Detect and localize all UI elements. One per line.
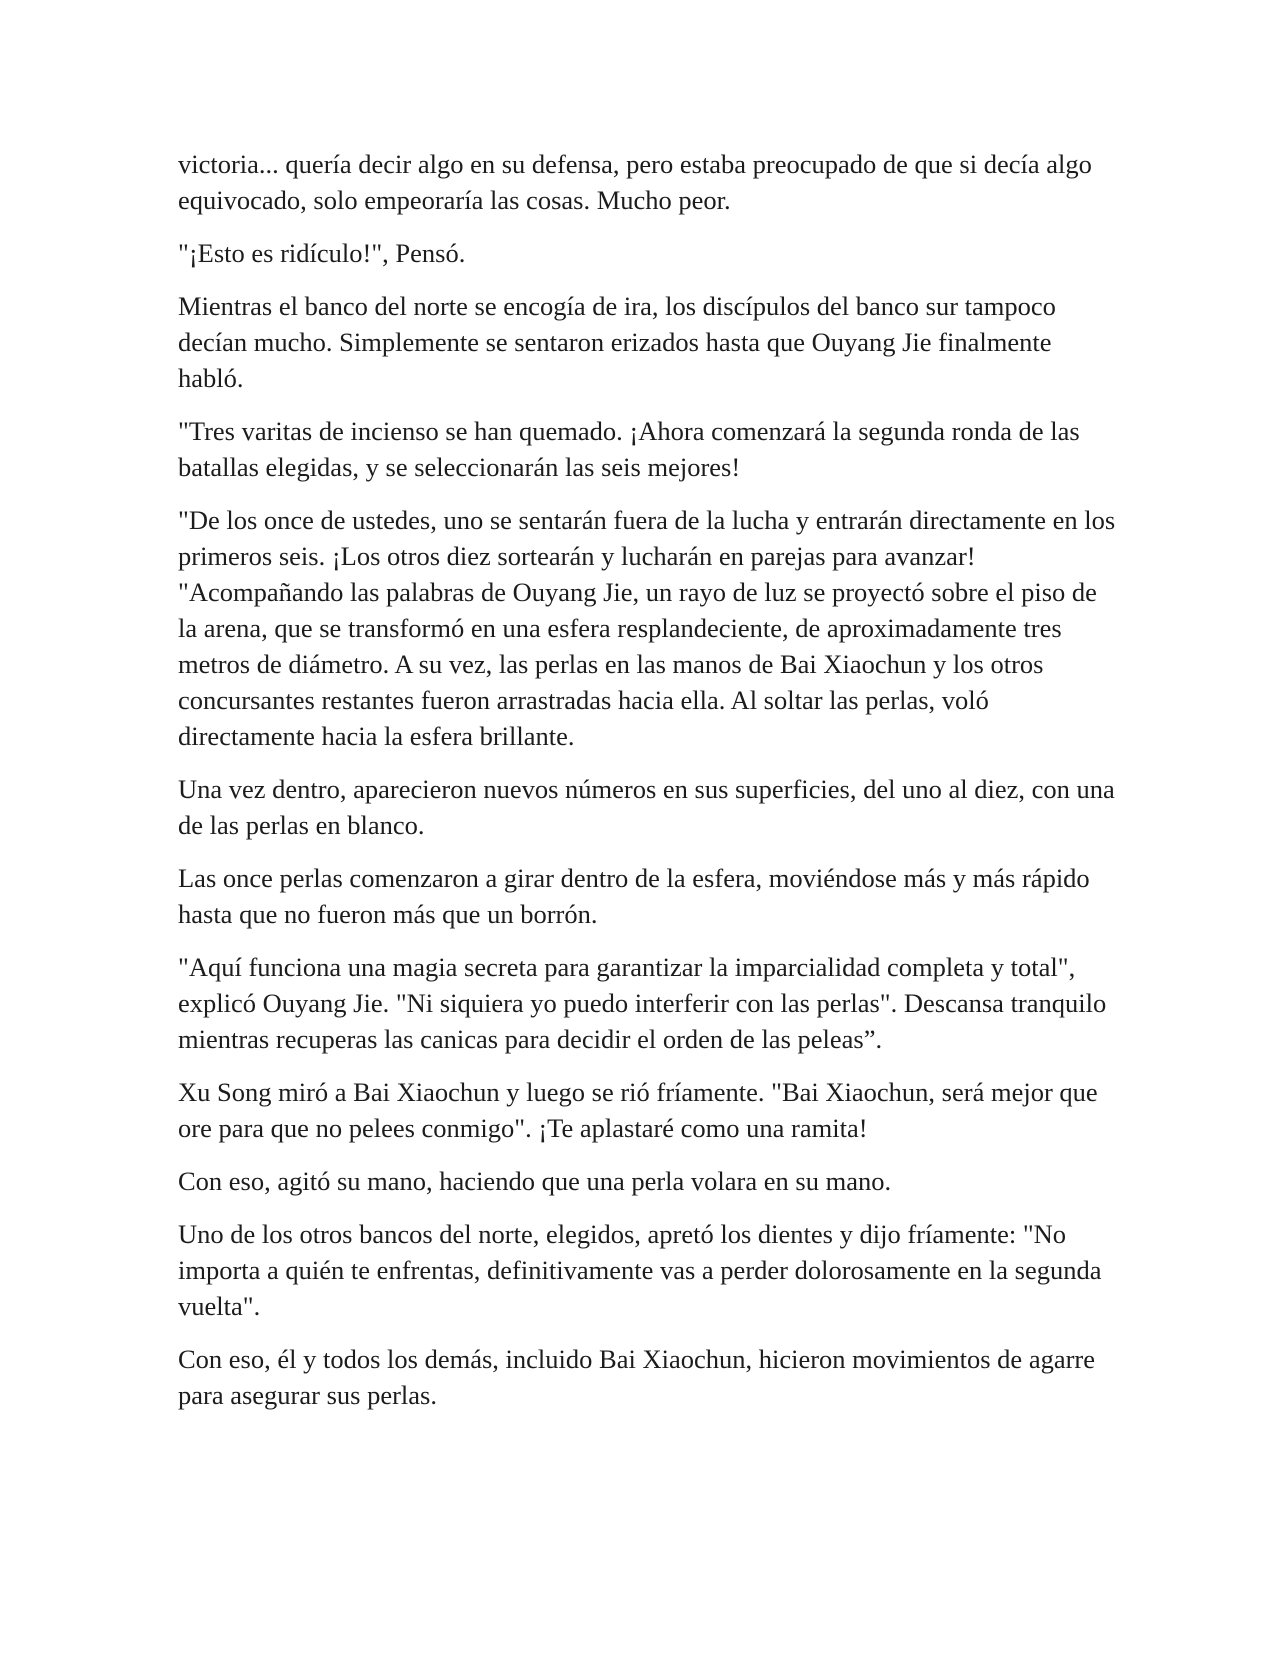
paragraph-9: Xu Song miró a Bai Xiaochun y luego se rió fríamente. "Bai Xiaochun, será mejor que ore para que no pelees conmigo". ¡Te aplastaré como una ramita! bbox=[178, 1077, 1098, 1143]
document-page bbox=[178, 146, 1118, 1430]
paragraph-12: Con eso, él y todos los demás, incluido Bai Xiaochun, hicieron movimientos de agarre para asegurar sus perlas. bbox=[178, 1344, 1096, 1410]
paragraph-6: Una vez dentro, aparecieron nuevos números en sus superficies, del uno al diez, con una de las perlas en blanco. bbox=[178, 774, 1115, 840]
paragraph-5: "De los once de ustedes, uno se sentarán fuera de la lucha y entrarán directamente en los primeros seis. ¡Los otros diez sortearán y lucharán en parejas para avanzar! "Acompañando las palabras de Ouyang Jie, un rayo de luz se proyectó sobre el piso de la arena, que se transformó en una esfera resplandeciente, de aproximadamente tres metros de diámetro. A su vez, las perlas en las manos de Bai Xiaochun y los otros concursantes restantes fueron arrastradas hacia ella. Al soltar las perlas, voló directamente hacia la esfera brillante. bbox=[178, 505, 1116, 751]
paragraph-7: Las once perlas comenzaron a girar dentro de la esfera, moviéndose más y más rápido hasta que no fueron más que un borrón. bbox=[178, 863, 1090, 929]
paragraph-2: "¡Esto es ridículo!", Pensó. bbox=[178, 238, 466, 268]
paragraph-10: Con eso, agitó su mano, haciendo que una perla volara en su mano. bbox=[178, 1166, 892, 1196]
paragraph-1: victoria... quería decir algo en su defensa, pero estaba preocupado de que si decía algo equivocado, solo empeoraría las cosas. Mucho peor. bbox=[178, 149, 1092, 215]
paragraph-4: "Tres varitas de incienso se han quemado. ¡Ahora comenzará la segunda ronda de las batallas elegidas, y se seleccionarán las seis mejores! bbox=[178, 416, 1080, 482]
paragraph-8: "Aquí funciona una magia secreta para garantizar la imparcialidad completa y total", explicó Ouyang Jie. "Ni siquiera yo puedo interferir con las perlas". Descansa tranquilo mientras recuperas las canicas para decidir el orden de las peleas”. bbox=[178, 952, 1107, 1054]
paragraph-11: Uno de los otros bancos del norte, elegidos, apretó los dientes y dijo fríamente: "No importa a quién te enfrentas, definitivamente vas a perder dolorosamente en la segunda vuelta". bbox=[178, 1219, 1102, 1321]
paragraph-3: Mientras el banco del norte se encogía de ira, los discípulos del banco sur tampoco decían mucho. Simplemente se sentaron erizados hasta que Ouyang Jie finalmente habló. bbox=[178, 291, 1056, 393]
